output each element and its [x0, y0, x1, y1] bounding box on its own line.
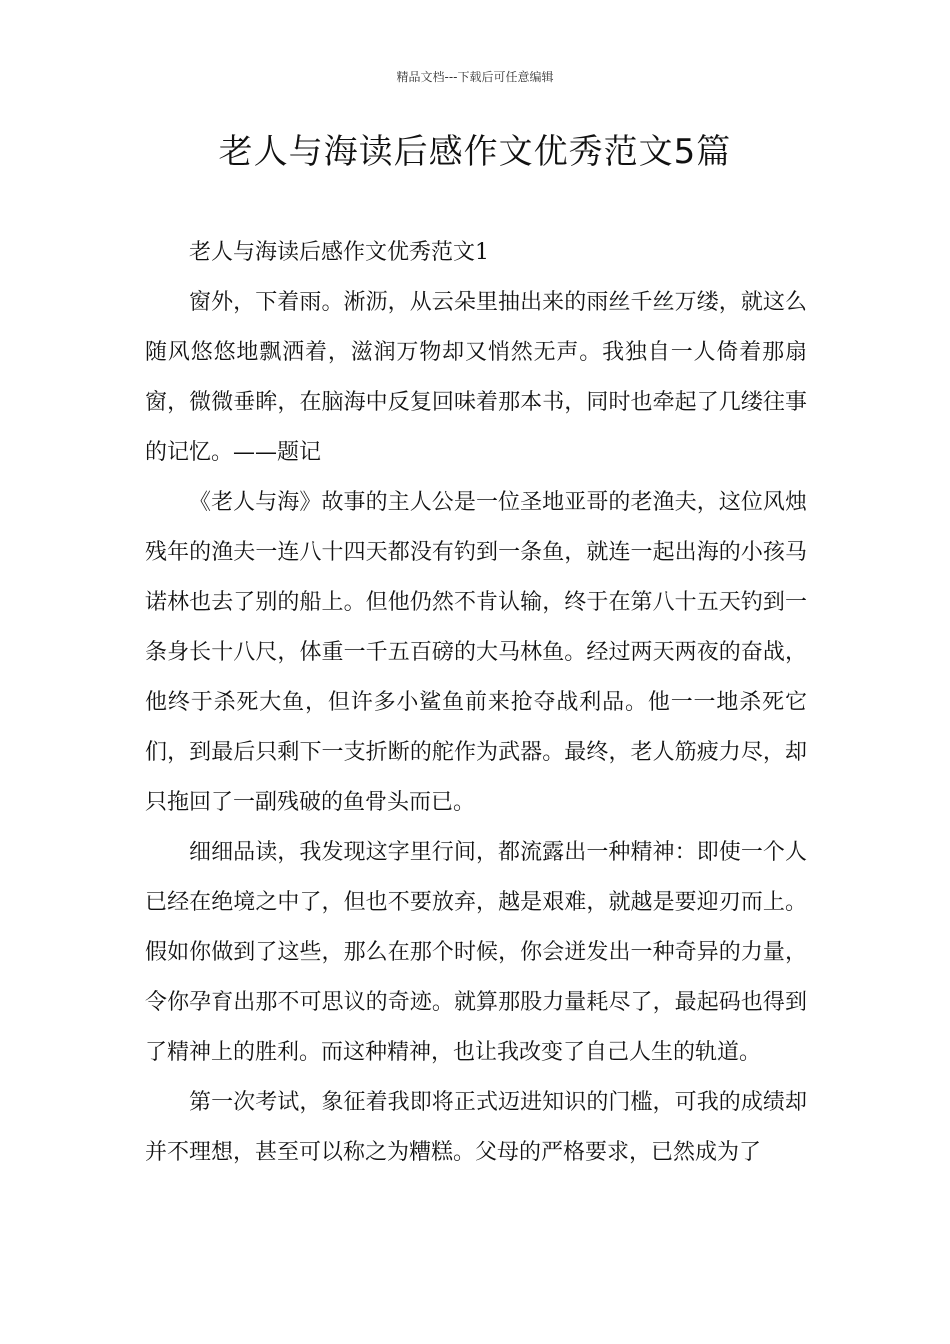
paragraph-3: 细细品读，我发现这字里行间，都流露出一种精神：即使一个人已经在绝境之中了，但也不要放弃，越是艰难，就越是要迎刃而上。假如你做到了这些，那么在那个时候，你会迸发出一种奇异的力量，令你孕育出那不可思议的奇迹。就算那股力量耗尽了，最起码也得到了精神上的胜利。而这种精神，也让我改变了自己人生的轨道。 [145, 840, 807, 1065]
paragraph-1: 窗外，下着雨。淅沥，从云朵里抽出来的雨丝千丝万缕，就这么随风悠悠地飘洒着，滋润万物却又悄然无声。我独自一人倚着那扇窗，微微垂眸，在脑海中反复回味着那本书，同时也牵起了几缕往事的记忆。——题记 [145, 290, 807, 465]
paragraph-4: 第一次考试，象征着我即将正式迈进知识的门槛，可我的成绩却并不理想，甚至可以称之为糟糕。父母的严格要求，已然成为了 [145, 1090, 807, 1165]
document-title: 老人与海读后感作文优秀范文5篇 [218, 132, 732, 172]
document-body [145, 228, 807, 1178]
section-heading: 老人与海读后感作文优秀范文1 [189, 240, 489, 265]
header-note: 精品文档---下载后可任意编辑 [396, 70, 554, 84]
paragraph-2: 《老人与海》故事的主人公是一位圣地亚哥的老渔夫，这位风烛残年的渔夫一连八十四天都没有钓到一条鱼，就连一起出海的小孩马诺林也去了别的船上。但他仍然不肯认输，终于在第八十五天钓到一条身长十八尺，体重一千五百磅的大马林鱼。经过两天两夜的奋战，他终于杀死大鱼，但许多小鲨鱼前来抢夺战利品。他一一地杀死它们，到最后只剩下一支折断的舵作为武器。最终，老人筋疲力尽，却只拖回了一副残破的鱼骨头而已。 [145, 490, 807, 815]
